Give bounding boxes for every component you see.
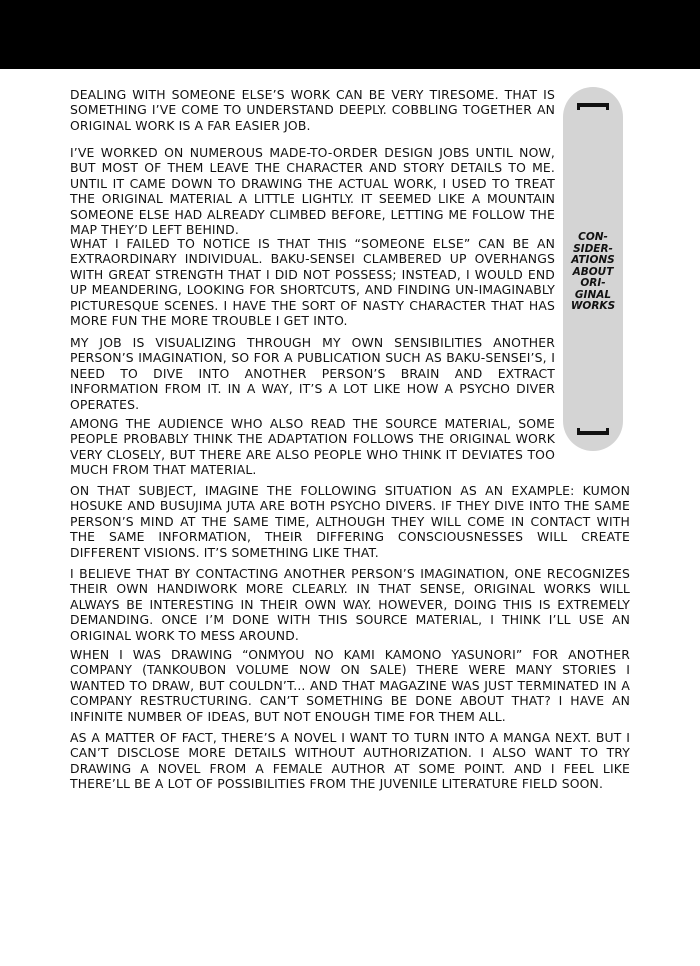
sidebar-panel	[563, 87, 623, 451]
paragraph-7: I BELIEVE THAT BY CONTACTING ANOTHER PERSON’S IMAGINATION, ONE RECOGNIZES THEIR OWN HANDIWORK MORE CLEARLY. IN THAT SENSE, ORIGINAL WORKS WILL ALWAYS BE INTERESTING IN THEIR OWN WAY. HOWEVER, DOING THIS IS EXTREMELY DEMANDING. ONCE I’M DONE WITH THIS SOURCE MATERIAL, I THINK I’LL USE AN ORIGINAL WORK TO MESS AROUND.	[70, 566, 630, 643]
top-black-bar	[0, 0, 700, 69]
top-bracket-icon	[577, 103, 609, 110]
paragraph-8: WHEN I WAS DRAWING “ONMYOU NO KAMI KAMONO YASUNORI” FOR ANOTHER COMPANY (TANKOUBON VOLUME NOW ON SALE) THERE WERE MANY STORIES I WANTED TO DRAW, BUT COULDN’T... AND THAT MAGAZINE WAS JUST TERMINATED IN A COMPANY RESTRUCTURING. CAN’T SOMETHING BE DONE ABOUT THAT? I HAVE AN INFINITE NUMBER OF IDEAS, BUT NOT ENOUGH TIME FOR THEM ALL.	[70, 647, 630, 724]
paragraph-2: I’VE WORKED ON NUMEROUS MADE-TO-ORDER DESIGN JOBS UNTIL NOW, BUT MOST OF THEM LEAVE THE CHARACTER AND STORY DETAILS TO ME. UNTIL IT CAME DOWN TO DRAWING THE ACTUAL WORK, I USED TO TREAT THE ORIGINAL MATERIAL A LITTLE LIGHTLY. IT SEEMED LIKE A MOUNTAIN SOMEONE ELSE HAD ALREADY CLIMBED BEFORE, LETTING ME FOLLOW THE MAP THEY’D LEFT BEHIND.	[70, 145, 555, 238]
bottom-bracket-icon	[577, 428, 609, 435]
paragraph-5: AMONG THE AUDIENCE WHO ALSO READ THE SOURCE MATERIAL, SOME PEOPLE PROBABLY THINK THE ADAPTATION FOLLOWS THE ORIGINAL WORK VERY CLOSELY, BUT THERE ARE ALSO PEOPLE WHO THINK IT DEVIATES TOO MUCH FROM THAT MATERIAL.	[70, 416, 555, 478]
paragraph-3: WHAT I FAILED TO NOTICE IS THAT THIS “SOMEONE ELSE” CAN BE AN EXTRAORDINARY INDIVIDUAL. BAKU-SENSEI CLAMBERED UP OVERHANGS WITH GREAT STRENGTH THAT I DID NOT POSSESS; INSTEAD, I WOULD END UP MEANDERING, LOOKING FOR SHORTCUTS, AND FINDING UN-IMAGINABLY PICTURESQUE SCENES. I HAVE THE SORT OF NASTY CHARACTER THAT HAS MORE FUN THE MORE TROUBLE I GET INTO.	[70, 236, 555, 329]
paragraph-6: ON THAT SUBJECT, IMAGINE THE FOLLOWING SITUATION AS AN EXAMPLE: KUMON HOSUKE AND BUSUJIMA JUTA ARE BOTH PSYCHO DIVERS. IF THEY DIVE INTO THE SAME PERSON’S MIND AT THE SAME TIME, ALTHOUGH THEY WILL COME IN CONTACT WITH THE SAME INFORMATION, THEIR DIFFERING CONSCIOUSNESSES WILL CREATE DIFFERENT VISIONS. IT’S SOMETHING LIKE THAT.	[70, 483, 630, 560]
paragraph-4: MY JOB IS VISUALIZING THROUGH MY OWN SENSIBILITIES ANOTHER PERSON’S IMAGINATION, SO FOR A PUBLICATION SUCH AS BAKU-SENSEI’S, I NEED TO DIVE INTO ANOTHER PERSON’S BRAIN AND EXTRACT INFORMATION FROM IT. IN A WAY, IT’S A LOT LIKE HOW A PSYCHO DIVER OPERATES.	[70, 335, 555, 412]
paragraph-9: AS A MATTER OF FACT, THERE’S A NOVEL I WANT TO TURN INTO A MANGA NEXT. BUT I CAN’T DISCLOSE MORE DETAILS WITHOUT AUTHORIZATION. I ALSO WANT TO TRY DRAWING A NOVEL FROM A FEMALE AUTHOR AT SOME POINT. AND I FEEL LIKE THERE’LL BE A LOT OF POSSIBILITIES FROM THE JUVENILE LITERATURE FIELD SOON.	[70, 730, 630, 792]
paragraph-1: DEALING WITH SOMEONE ELSE’S WORK CAN BE VERY TIRESOME. THAT IS SOMETHING I’VE COME TO UNDERSTAND DEEPLY. COBBLING TOGETHER AN ORIGINAL WORK IS A FAR EASIER JOB.	[70, 87, 555, 133]
sidebar-title: CON- SIDER- ATIONS ABOUT ORI- GINAL WORKS	[570, 231, 616, 312]
